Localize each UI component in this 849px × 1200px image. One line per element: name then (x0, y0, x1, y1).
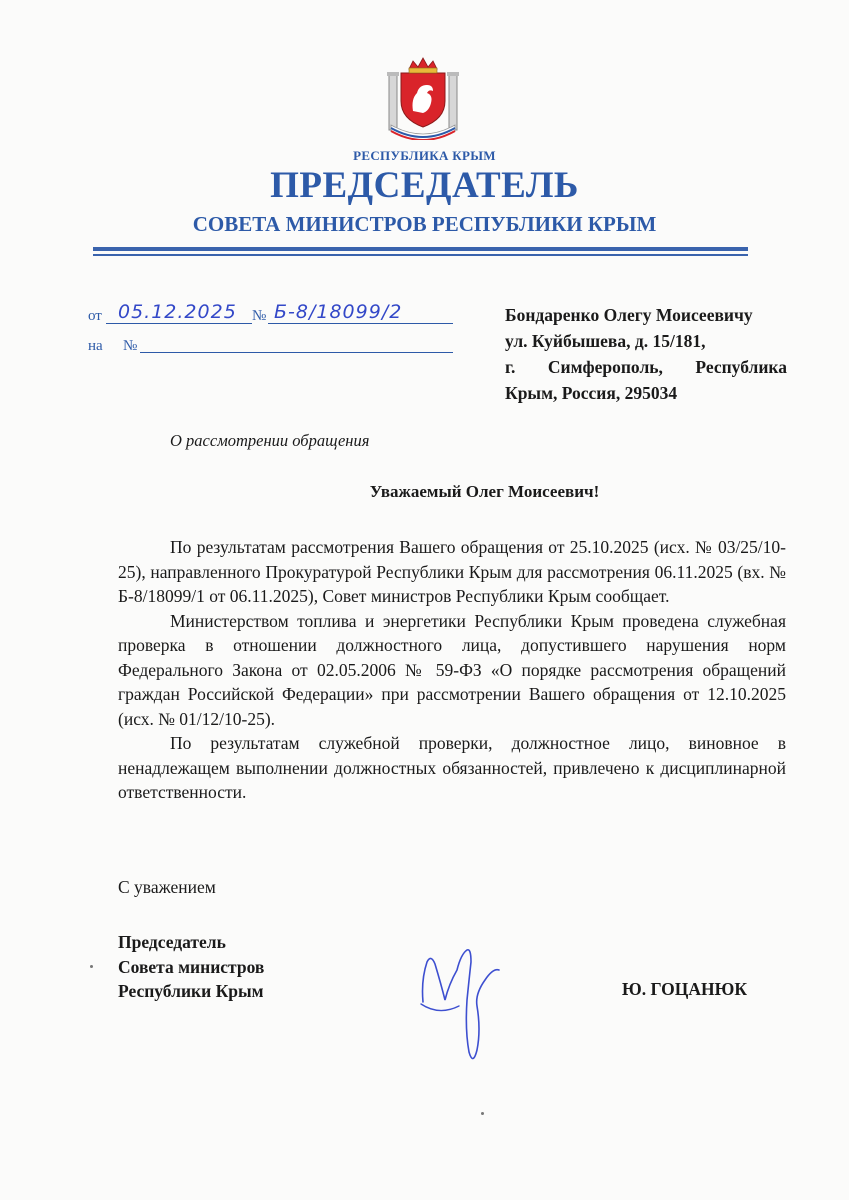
body-paragraph: Министерством топлива и энергетики Республики Крым проведена служебная проверка в отношении должностного лица, допустившего нарушения норм Федерального Закона от 02.05.2006 № 59-ФЗ «О порядке рассмотрения обращений граждан Российской Федерации» при рассмотрении Вашего обращения от 12.10.2025 (исх. № 01/12/10-25). (118, 610, 786, 729)
signatory-line: Председатель (118, 932, 226, 952)
body-paragraph: По результатам служебной проверки, должностное лицо, виновное в ненадлежащем выполнении должностных обязанностей, привлечено к дисциплинарной ответственности. (118, 733, 786, 802)
signatory-name: Ю. ГОЦАНЮК (622, 979, 748, 999)
on-number-symbol: № (123, 338, 138, 354)
letterhead-rule (93, 247, 748, 251)
signatory-line: Республики Крым (118, 981, 264, 1001)
addressee-street: ул. Куйбышева, д. 15/181, (505, 331, 706, 351)
from-label: от (88, 308, 102, 324)
body-paragraph: По результатам рассмотрения Вашего обращения от 25.10.2025 (исх. № 03/25/10-25), направленного Прокуратурой Республики Крым для рассмотрения 06.11.2025 (вх. № Б-8/18099/1 от 06.11.2025), Совет министров Республики Крым сообщает. (118, 537, 786, 606)
signatory-line: Совета министров (118, 956, 265, 977)
crimea-coat-of-arms-icon (383, 55, 463, 140)
paper-speck (90, 965, 93, 968)
paper-speck (481, 1112, 484, 1115)
salutation: Уважаемый Олег Моисеевич! (369, 482, 600, 501)
date-underline (106, 323, 252, 324)
number-underline (268, 323, 453, 324)
on-label: на (88, 338, 103, 354)
handwritten-number: Б-8/18099/2 (274, 301, 403, 323)
letterhead-subtitle: СОВЕТА МИНИСТРОВ РЕСПУБЛИКИ КРЫМ (192, 212, 657, 236)
addressee-name: Бондаренко Олегу Моисеевичу (505, 305, 753, 325)
letterhead-title: ПРЕДСЕДАТЕЛЬ (270, 165, 579, 206)
on-underline (140, 352, 453, 353)
handwritten-signature (415, 940, 505, 1070)
number-symbol: № (252, 308, 267, 324)
letterhead-rule-thin (93, 254, 748, 256)
addressee-region: Крым, Россия, 295034 (505, 383, 678, 403)
closing: С уважением (118, 877, 216, 897)
letter-subject: О рассмотрении обращения (170, 431, 370, 450)
addressee-city: г. Симферополь, Республика (505, 357, 787, 377)
letter-body (118, 535, 786, 805)
letterhead-republic: РЕСПУБЛИКА КРЫМ (353, 148, 496, 163)
signatory-title (118, 930, 264, 1004)
handwritten-date: 05.12.2025 (118, 301, 237, 323)
addressee-block (505, 302, 787, 406)
